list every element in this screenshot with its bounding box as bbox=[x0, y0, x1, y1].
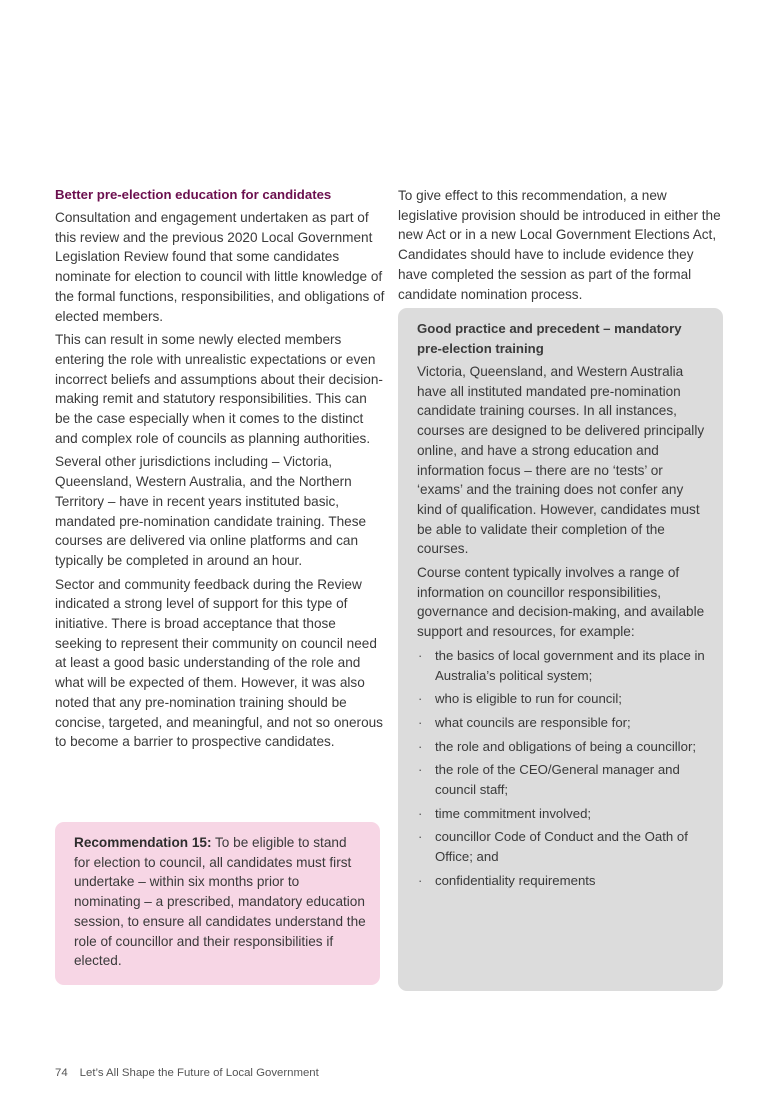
recommendation-box bbox=[55, 822, 380, 985]
list-item: · the role of the CEO/General manager and council staff; bbox=[418, 762, 680, 798]
recommendation-label: Recommendation 15: bbox=[74, 835, 212, 850]
list-item: · the basics of local government and its place in Australia’s political system; bbox=[418, 647, 705, 683]
bullet-icon: · bbox=[418, 872, 423, 888]
bullet-icon: · bbox=[418, 714, 423, 730]
body-paragraph: Victoria, Queensland, and Western Australia have all instituted mandated pre-nomination candidate training courses. In all instances, courses are designed to be delivered principally online, and have a strong education and information focus – there are no ‘tests’ or ‘exams’ and the training does not confer any kind of qualification. However, candidates must be able to validate their completion of the courses. bbox=[417, 364, 705, 557]
body-paragraph: Several other jurisdictions including – Victoria, Queensland, Western Australia, and the Northern Territory – have in recent years instituted basic, mandated pre-nomination candidate training. These courses are delivered via online platforms and can typically be completed in around an hour. bbox=[55, 454, 367, 568]
page-number: 74 bbox=[55, 1067, 68, 1079]
list-item: · councillor Code of Conduct and the Oath of Office; and bbox=[418, 829, 688, 865]
list-item: · time commitment involved; bbox=[417, 804, 709, 824]
document-title: Let’s All Shape the Future of Local Government bbox=[79, 1067, 319, 1079]
body-paragraph: Sector and community feedback during the Review indicated a strong level of support for this type of initiative. There is broad acceptance that those seeking to represent their community on council need at least a good basic understanding of the role and what will be expected of them. However, it was also noted that any pre-nomination training should be concise, targeted, and meaningful, and not so onerous to become a barrier to prospective candidates. bbox=[55, 576, 383, 750]
course-content-list bbox=[417, 646, 709, 891]
body-paragraph: Consultation and engagement undertaken as part of this review and the previous 2020 Local Government Legislation Review found that some candidates nominate for election to council with little knowledge of the formal functions, responsibilities, and obligations of elected members. bbox=[55, 210, 385, 324]
list-item: · who is eligible to run for council; bbox=[417, 689, 709, 709]
recommendation-text: To be eligible to stand for election to council, all candidates must first undertake – within six months prior to nominating – a prescribed, mandatory education session, to ensure all candidates understand the role of councillor and their responsibilities if elected. bbox=[74, 835, 366, 969]
list-item: · confidentiality requirements bbox=[417, 871, 709, 891]
good-practice-box bbox=[398, 308, 723, 991]
body-paragraph: This can result in some newly elected members entering the role with unrealistic expectations or even incorrect beliefs and assumptions about their decision-making remit and statutory responsibilities. This can be the case especially when it comes to the distinct and complex role of councils as planning authorities. bbox=[55, 332, 383, 446]
good-practice-heading: Good practice and precedent – mandatory pre-election training bbox=[417, 321, 682, 356]
list-item: · what councils are responsible for; bbox=[417, 713, 709, 733]
section-heading: Better pre-election education for candidates bbox=[55, 187, 332, 202]
bullet-icon: · bbox=[418, 738, 423, 754]
body-paragraph: Course content typically involves a range of information on councillor responsibilities, governance and decision-making, and available support and resources, for example: bbox=[417, 565, 705, 640]
bullet-icon: · bbox=[418, 805, 423, 821]
page-footer bbox=[55, 1066, 319, 1080]
bullet-icon: · bbox=[418, 647, 423, 663]
right-column bbox=[398, 185, 723, 304]
bullet-icon: · bbox=[418, 691, 423, 707]
bullet-icon: · bbox=[418, 829, 423, 845]
body-paragraph: To give effect to this recommendation, a new legislative provision should be introduced in either the new Act or in a new Local Government Elections Act, Candidates should have to include evidence they have completed the session as part of the formal candidate nomination process. bbox=[398, 188, 721, 302]
list-item: · the role and obligations of being a councillor; bbox=[417, 737, 709, 757]
left-column bbox=[55, 185, 385, 756]
bullet-icon: · bbox=[418, 762, 423, 778]
